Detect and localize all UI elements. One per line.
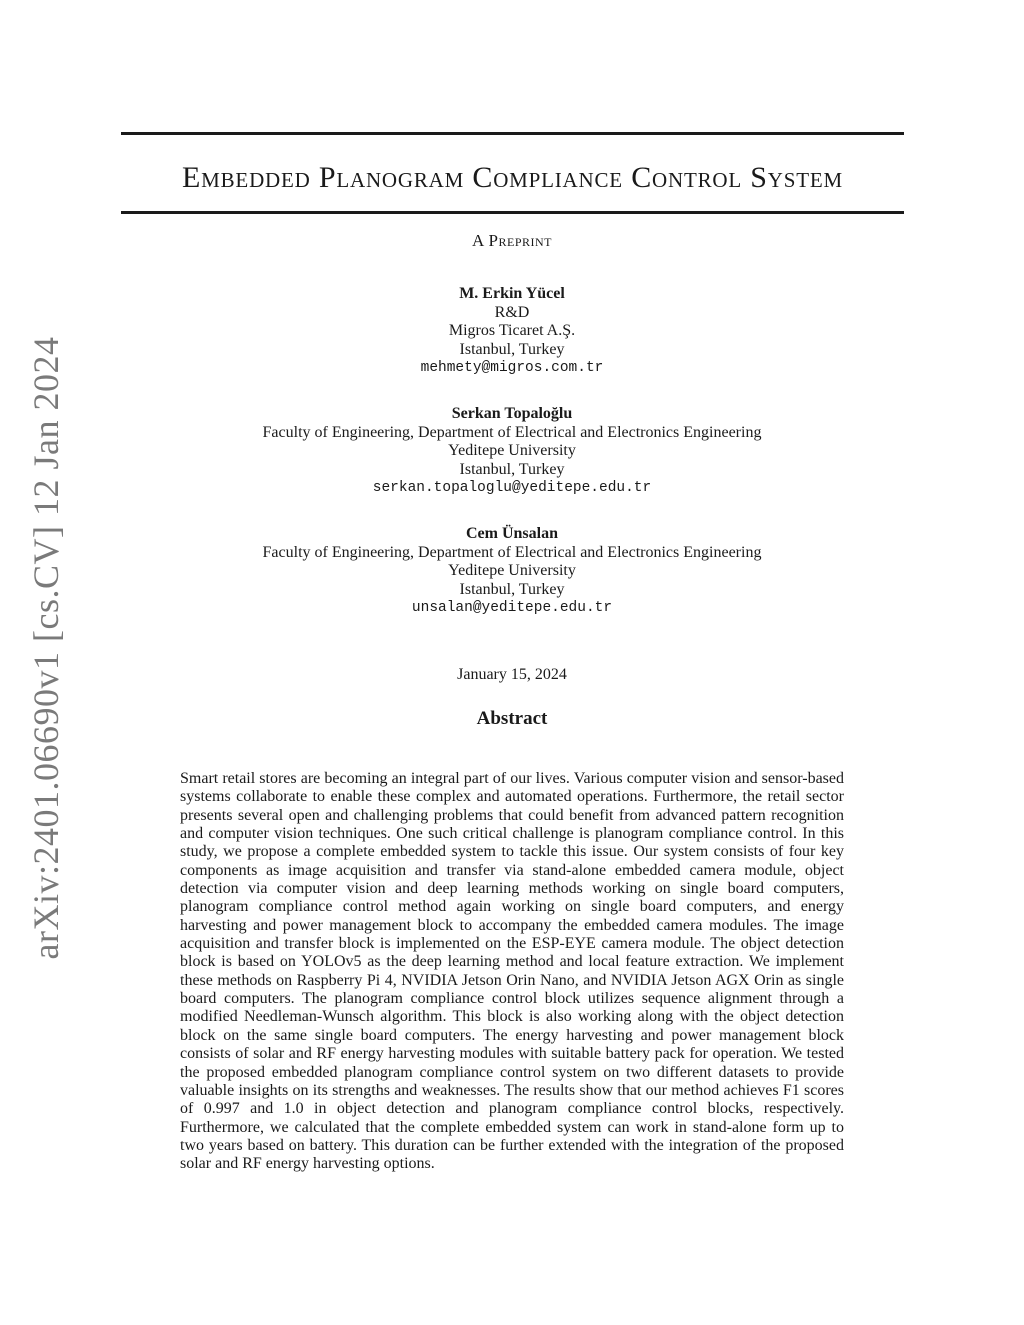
- publication-date: January 15, 2024: [457, 666, 567, 683]
- author-affiliation: Migros Ticaret A.Ş.: [448, 322, 576, 339]
- preprint-label: A Preprint: [471, 231, 553, 250]
- title-top-rule: [121, 132, 904, 135]
- author-affiliation: Yeditepe University: [448, 442, 576, 459]
- author-name: Cem Ünsalan: [465, 525, 558, 542]
- abstract-text: Smart retail stores are becoming an integral part of our lives. Various computer vision and sensor-based systems collaborate to enable these complex and automated operations. Furthermore, the retail sector presents several open and challenging problems that could benefit from advanced pattern recognition and computer vision techniques. One such critical challenge is planogram compliance control. In this study, we propose a complete embedded system to tackle this issue. Our system consists of four key components as image acquisition and transfer via stand-alone embedded camera module, object detection via computer vision and deep learning methods working on single board computers, planogram compliance control method again working on single board computers, and energy harvesting and power management block to accompany the embedded camera modules. The image acquisition and transfer block is implemented on the ESP-EYE camera module. The object detection block is based on YOLOv5 as the deep learning method and local feature extraction. We implement these methods on Raspberry Pi 4, NVIDIA Jetson Orin Nano, and NVIDIA Jetson AGX Orin as single board computers. The planogram compliance control block utilizes sequence alignment through a modified Needleman-Wunsch algorithm. This block is also working along with the object detection block on the same single board computers. The energy harvesting and power management block consists of solar and RF energy harvesting modules with suitable battery pack for operation. We tested the proposed embedded planogram compliance control system on two different datasets to provide valuable insights on its strengths and weaknesses. The results show that our method achieves F1 scores of 0.997 and 1.0 in object detection and planogram compliance control blocks, respectively. Furthermore, we calculated that the complete embedded system can work in stand-alone form up to two years based on battery. This duration can be further extended with the integration of the proposed solar and RF energy harvesting options.: [180, 770, 844, 1173]
- author-affiliation: Istanbul, Turkey: [459, 460, 565, 478]
- author-block: [0, 525, 1024, 618]
- author-affiliation: Faculty of Engineering, Department of Electrical and Electronics Engineering: [262, 543, 762, 561]
- author-affiliation: Faculty of Engineering, Department of Electrical and Electronics Engineering: [262, 423, 762, 441]
- title-bottom-rule: [121, 211, 904, 214]
- author-affiliation: Yeditepe University: [448, 562, 576, 579]
- author-affiliation: Istanbul, Turkey: [459, 340, 565, 358]
- author-name: M. Erkin Yücel: [459, 285, 565, 302]
- author-email: unsalan@yeditepe.edu.tr: [411, 600, 613, 616]
- author-block: [0, 405, 1024, 498]
- author-email: mehmety@migros.com.tr: [420, 360, 604, 376]
- abstract-heading: Abstract: [476, 708, 548, 729]
- paper-title: Embedded Planogram Compliance Control System: [182, 161, 843, 194]
- author-affiliation: R&D: [494, 303, 530, 321]
- author-email: serkan.topaloglu@yeditepe.edu.tr: [372, 480, 652, 496]
- author-name: Serkan Topaloğlu: [451, 405, 573, 422]
- author-block: [0, 285, 1024, 378]
- arxiv-identifier-stamp: arXiv:2401.06690v1 [cs.CV] 12 Jan 2024: [26, 336, 66, 960]
- author-affiliation: Istanbul, Turkey: [459, 580, 565, 598]
